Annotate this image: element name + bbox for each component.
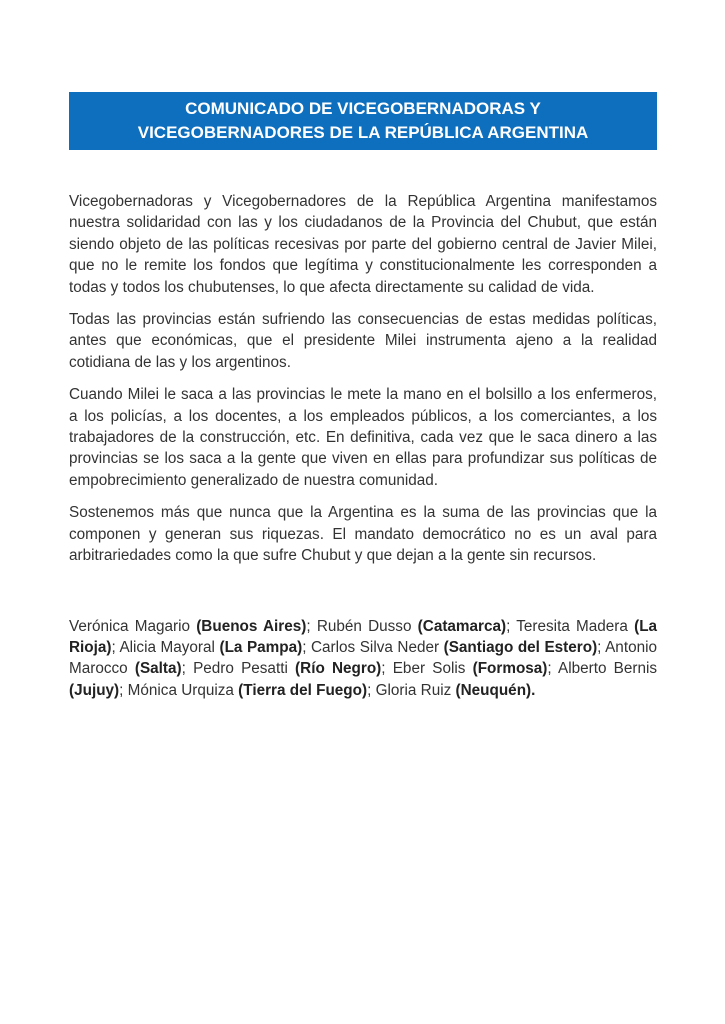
signatory-name: Carlos Silva Neder <box>310 638 440 656</box>
signatory-province: (Formosa) <box>472 660 548 678</box>
title-line-2: VICEGOBERNADORES DE LA REPÚBLICA ARGENTINA <box>137 123 589 142</box>
signatory-province: (Neuquén). <box>455 681 536 699</box>
signatory: Mónica Urquiza (Tierra del Fuego); <box>127 681 376 699</box>
title-line-1: COMUNICADO DE VICEGOBERNADORAS Y <box>185 99 541 118</box>
signatory-name: Verónica Magario <box>69 617 190 635</box>
signatory-name: Alberto Bernis <box>558 660 658 678</box>
signatory: Antonio Marocco (Salta); <box>69 638 657 678</box>
signatory: Rubén Dusso (Catamarca); <box>316 617 517 635</box>
signatory-province: (La Rioja) <box>69 617 658 656</box>
document-page <box>69 92 657 701</box>
paragraph-3: Cuando Milei le saca a las provincias le mete la mano en el bolsillo a los enfermeros, a los policías, a los docentes, a los empleados públicos, a los comerciantes, a los trabajadores de la construcción, etc. En definitiva, cada vez que le saca dinero a las provincias se los saca a la gente que viven en ellas para profundizar sus políticas de empobrecimiento generalizado de nuestra comunidad. <box>69 386 657 489</box>
signatory-province: (La Pampa) <box>219 638 303 656</box>
signatory-province: (Catamarca) <box>417 617 507 635</box>
header-banner <box>69 92 657 150</box>
signatory-name: Gloria Ruiz <box>375 681 452 699</box>
signatory-province: (Buenos Aires) <box>196 617 307 635</box>
signatory: Pedro Pesatti (Río Negro); <box>193 660 393 678</box>
signatory-name: Rubén Dusso <box>316 617 412 635</box>
signatory-province: (Tierra del Fuego) <box>238 681 368 699</box>
signatory-name: Pedro Pesatti <box>193 660 288 678</box>
signatory: Verónica Magario (Buenos Aires); <box>69 617 317 635</box>
signatory-province: (Santiago del Estero) <box>443 638 598 656</box>
signatory-name: Eber Solis <box>392 660 466 678</box>
signatory: Alicia Mayoral (La Pampa); <box>119 638 311 656</box>
signatory-province: (Jujuy) <box>69 681 120 699</box>
signatory-name: Teresita Madera <box>516 617 628 635</box>
signatory: Carlos Silva Neder (Santiago del Estero); <box>310 638 606 656</box>
paragraph-2: Todas las provincias están sufriendo las consecuencias de estas medidas políticas, antes que económicas, que el presidente Milei instrumenta ajeno a la realidad cotidiana de las y los argentinos. <box>69 311 657 371</box>
signatory-name: Mónica Urquiza <box>127 681 234 699</box>
paragraph-4: Sostenemos más que nunca que la Argentina es la suma de las provincias que la componen y generan sus riquezas. El mandato democrático no es un aval para arbitrariedades como la que sufre Chubut y que dejan a la gente sin recursos. <box>69 504 657 565</box>
body-text <box>69 191 657 567</box>
signatory: Alberto Bernis (Jujuy); <box>69 660 658 699</box>
signatory <box>376 682 536 699</box>
signatory-province: (Salta) <box>134 660 182 678</box>
paragraph-1: Vicegobernadoras y Vicegobernadores de la República Argentina manifestamos nuestra solidaridad con las y los ciudadanos de la Provincia del Chubut, que están siendo objeto de las políticas recesivas por parte del gobierno central de Javier Milei, que no le remite los fondos que legítima y constitucionalmente les corresponden a todas y todos los chubutenses, lo que afecta directamente su calidad de vida. <box>69 193 657 296</box>
signatory: Teresita Madera (La Rioja); <box>69 617 658 656</box>
signatory-name: Alicia Mayoral <box>119 638 215 656</box>
signatory-name: Antonio Marocco <box>69 638 657 678</box>
signatory-province: (Río Negro) <box>295 660 382 678</box>
signatory: Eber Solis (Formosa); <box>392 660 559 678</box>
signatories-list <box>69 616 657 702</box>
